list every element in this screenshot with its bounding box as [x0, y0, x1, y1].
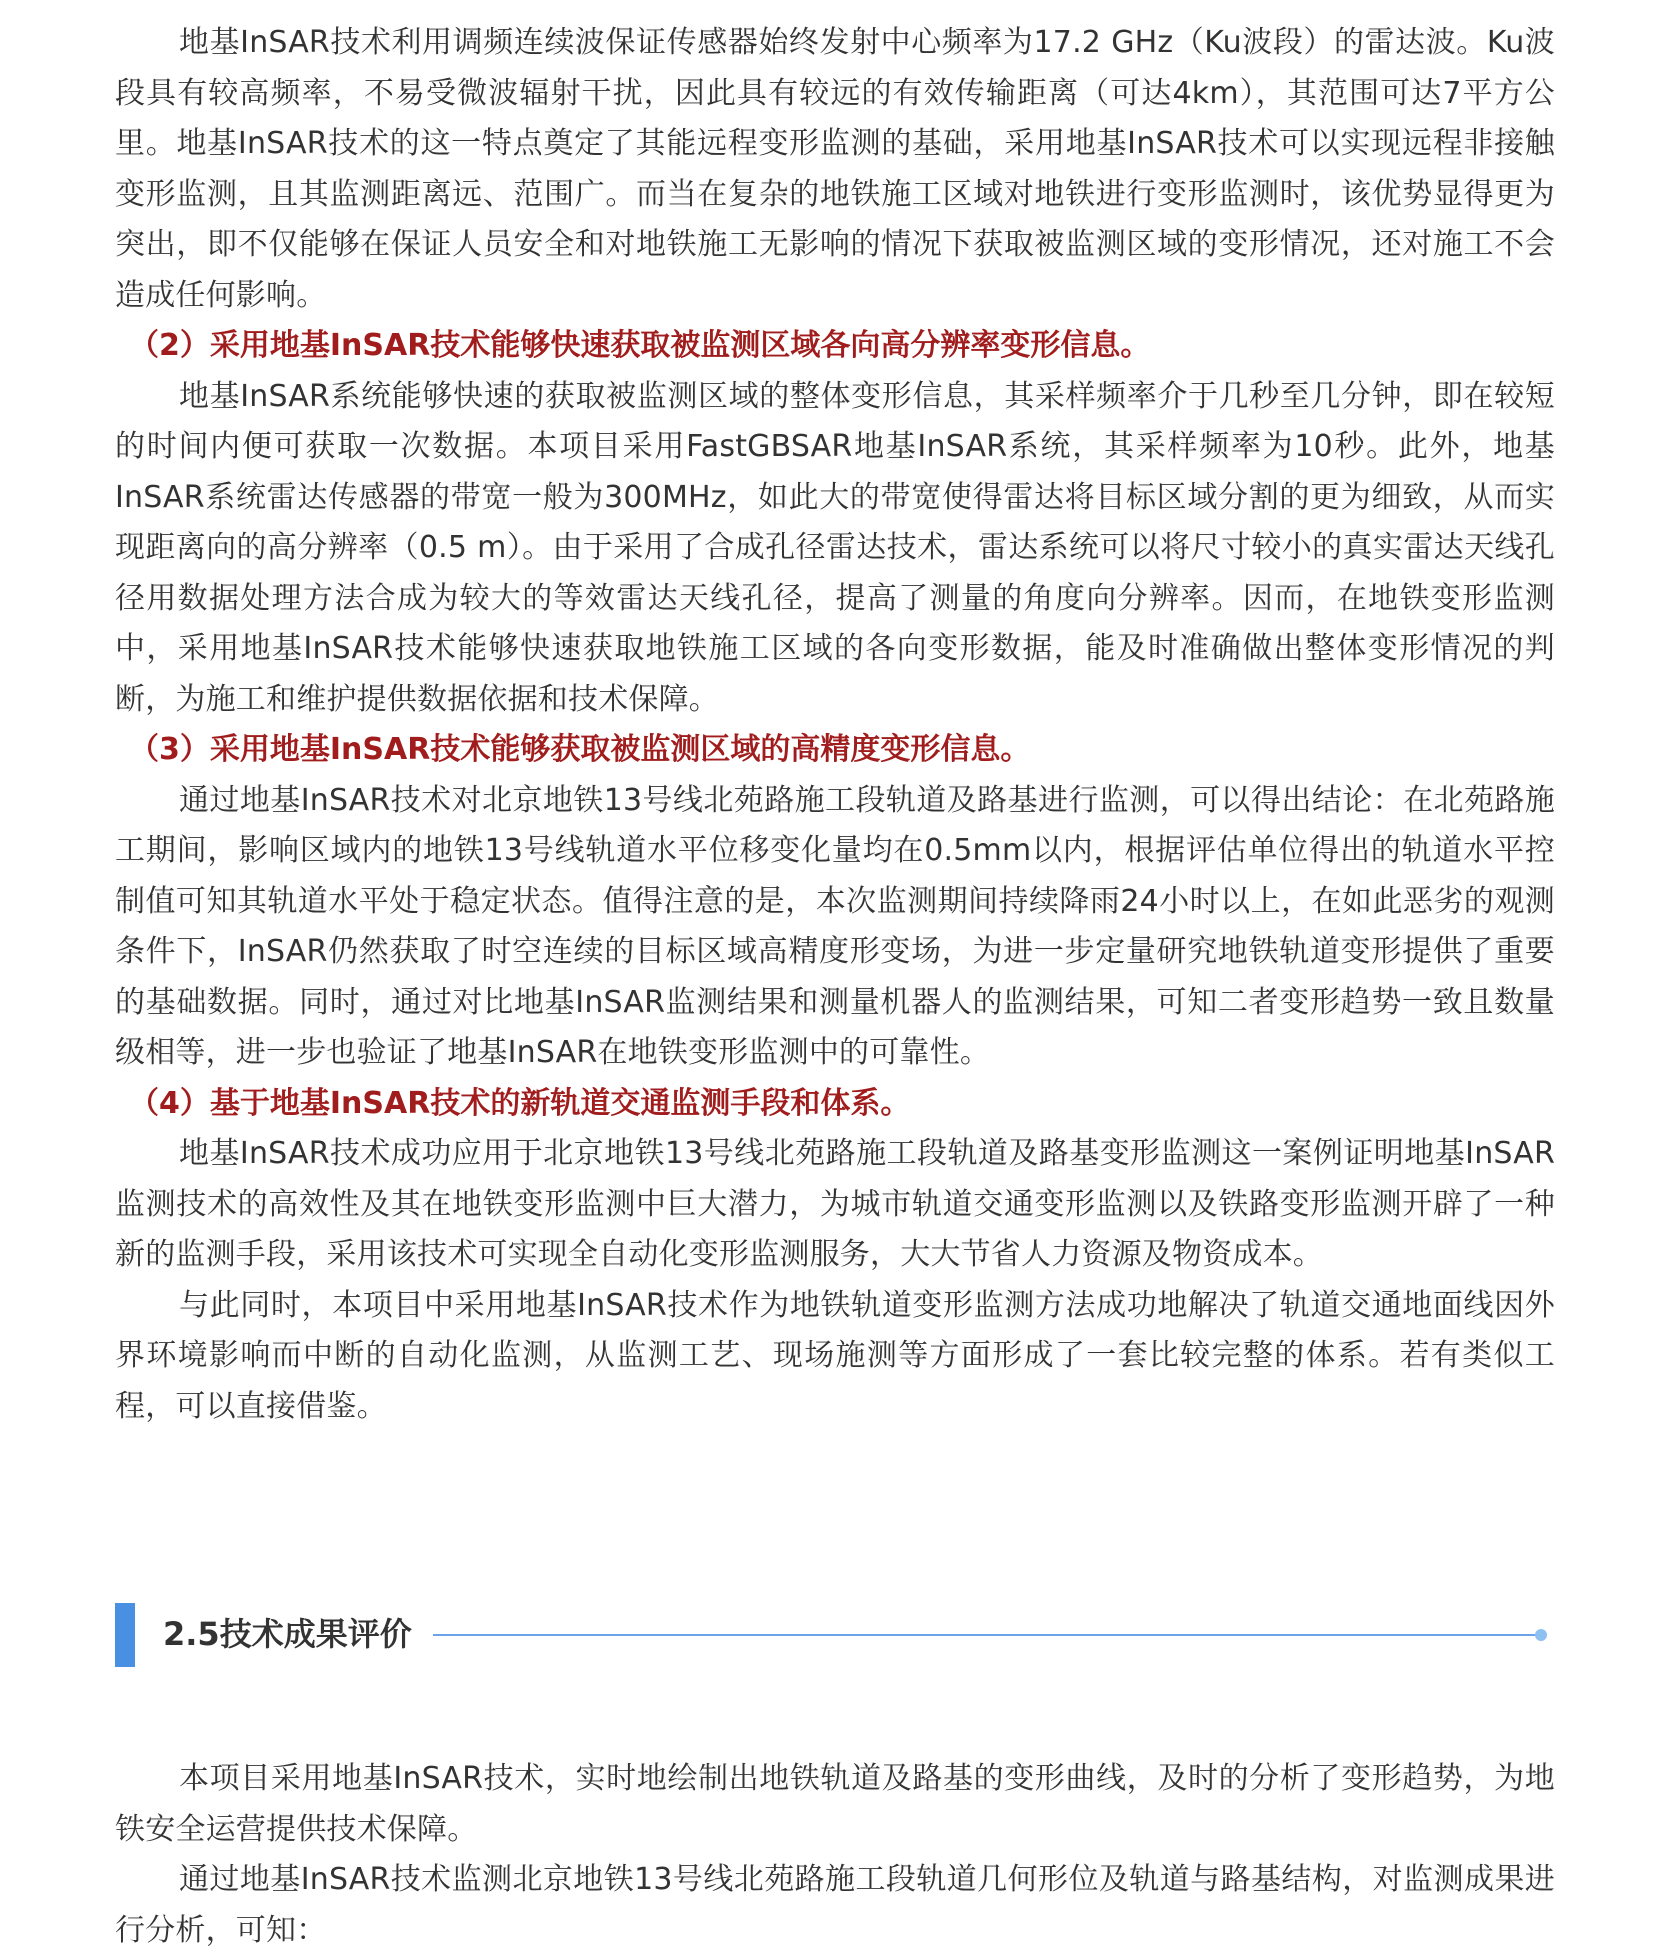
paragraph-intro: 地基InSAR技术利用调频连续波保证传感器始终发射中心频率为17.2 GHz（Ku波段）的雷达波。Ku波段具有较高频率，不易受微波辐射干扰，因此具有较远的有效传输距离（可达4km），其范围可达7平方公里。地基InSAR技术的这一特点奠定了其能远程变形监测的基础，采用地基InSAR技术可以实现远程非接触变形监测，且其监测距离远、范围广。而当在复杂的地铁施工区域对地铁进行变形监测时，该优势显得更为突出，即不仅能够在保证人员安全和对地铁施工无影响的情况下获取被监测区域的变形情况，还对施工不会造成任何影响。: [115, 25, 1555, 313]
paragraph-point-4b: 与此同时，本项目中采用地基InSAR技术作为地铁轨道变形监测方法成功地解决了轨道交通地面线因外界环境影响而中断的自动化监测，从监测工艺、现场施测等方面形成了一套比较完整的体系。若有类似工程，可以直接借鉴。: [115, 1287, 1555, 1424]
section-divider-line: [433, 1634, 1541, 1636]
heading-point-2: （2）采用地基InSAR技术能够快速获取被监测区域各向高分辨率变形信息。: [129, 328, 1151, 363]
section-title: 2.5技术成果评价: [163, 1615, 412, 1653]
paragraph-point-4a: 地基InSAR技术成功应用于北京地铁13号线北苑路施工段轨道及路基变形监测这一案例证明地基InSAR监测技术的高效性及其在地铁变形监测中巨大潜力，为城市轨道交通变形监测以及铁路变形监测开辟了一种新的监测手段，采用该技术可实现全自动化变形监测服务，大大节省人力资源及物资成本。: [115, 1136, 1555, 1272]
section-divider-dot: [1535, 1629, 1547, 1641]
paragraph-point-3: 通过地基InSAR技术对北京地铁13号线北苑路施工段轨道及路基进行监测，可以得出结论：在北苑路施工期间，影响区域内的地铁13号线轨道水平位移变化量均在0.5mm以内，根据评估单位得出的轨道水平控制值可知其轨道水平处于稳定状态。值得注意的是，本次监测期间持续降雨24小时以上，在如此恶劣的观测条件下，InSAR仍然获取了时空连续的目标区域高精度形变场，为进一步定量研究地铁轨道变形提供了重要的基础数据。同时，通过对比地基InSAR监测结果和测量机器人的监测结果，可知二者变形趋势一致且数量级相等，进一步也验证了地基InSAR在地铁变形监测中的可靠性。: [115, 782, 1555, 1070]
section-accent-bar: [115, 1603, 135, 1667]
section-header: [115, 1603, 1555, 1667]
paragraph-evaluation-a: 本项目采用地基InSAR技术，实时地绘制出地铁轨道及路基的变形曲线，及时的分析了变形趋势，为地铁安全运营提供技术保障。: [115, 1761, 1555, 1847]
paragraph-evaluation-b: 通过地基InSAR技术监测北京地铁13号线北苑路施工段轨道几何形位及轨道与路基结构，对监测成果进行分析，可知：: [115, 1862, 1555, 1948]
document-body: [115, 18, 1555, 1948]
paragraph-point-2: 地基InSAR系统能够快速的获取被监测区域的整体变形信息，其采样频率介于几秒至几分钟，即在较短的时间内便可获取一次数据。本项目采用FastGBSAR地基InSAR系统，其采样频率为10秒。此外，地基InSAR系统雷达传感器的带宽一般为300MHz，如此大的带宽使得雷达将目标区域分割的更为细致，从而实现距离向的高分辨率（0.5 m）。由于采用了合成孔径雷达技术，雷达系统可以将尺寸较小的真实雷达天线孔径用数据处理方法合成为较大的等效雷达天线孔径，提高了测量的角度向分辨率。因而，在地铁变形监测中，采用地基InSAR技术能够快速获取地铁施工区域的各向变形数据，能及时准确做出整体变形情况的判断，为施工和维护提供数据依据和技术保障。: [115, 378, 1555, 717]
section-content: [115, 1754, 1555, 1956]
heading-point-3: （3）采用地基InSAR技术能够获取被监测区域的高精度变形信息。: [129, 732, 1031, 767]
heading-point-4: （4）基于地基InSAR技术的新轨道交通监测手段和体系。: [129, 1085, 911, 1121]
